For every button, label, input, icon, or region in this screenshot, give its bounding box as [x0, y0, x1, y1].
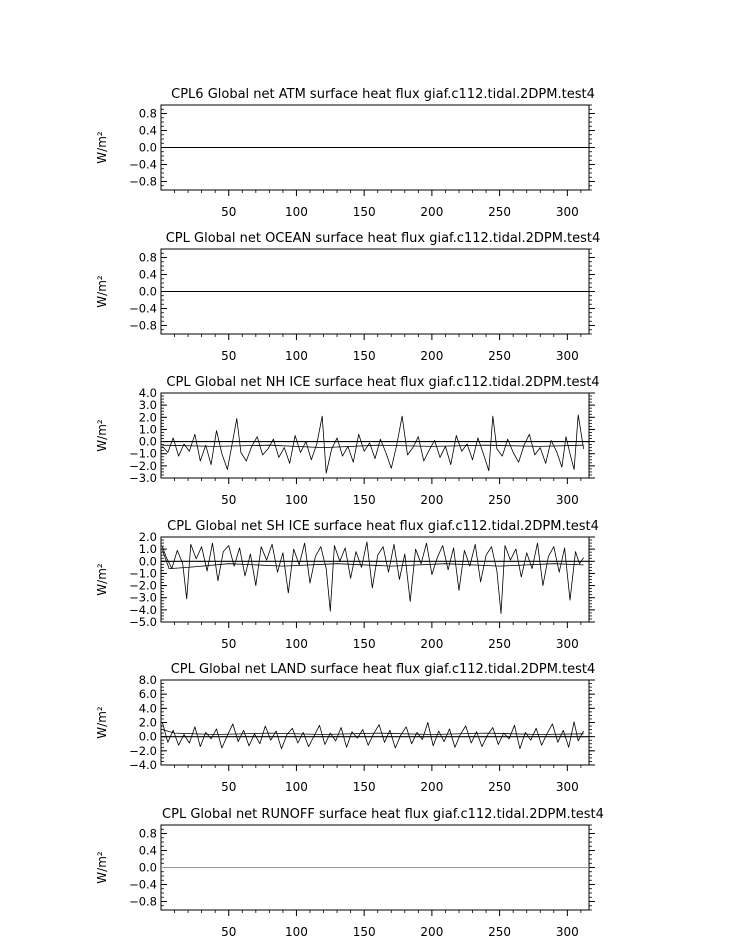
y-tick-label: 0.0	[138, 434, 157, 449]
panel-4	[95, 519, 599, 651]
y-tick-label: −0.4	[129, 157, 157, 172]
x-tick-label: 50	[221, 205, 237, 219]
y-tick-label: 0.8	[138, 826, 157, 841]
x-tick-label: 50	[221, 780, 237, 794]
panel-title: CPL Global net NH ICE surface heat flux giaf.c112.tidal.2DPM.test4	[166, 375, 600, 390]
x-tick-label: 300	[555, 349, 579, 363]
y-tick-label: −2.0	[129, 578, 157, 593]
y-tick-label: −4.0	[129, 602, 157, 617]
x-tick-label: 50	[221, 925, 237, 939]
y-tick-label: −2.0	[129, 743, 157, 758]
y-tick-label: 6.0	[138, 687, 157, 702]
x-tick-label: 100	[284, 637, 308, 651]
panel-title: CPL6 Global net ATM surface heat flux giaf.c112.tidal.2DPM.test4	[171, 87, 595, 102]
y-tick-label: 0.0	[138, 284, 157, 299]
y-axis-label: W/m²	[95, 851, 109, 884]
y-tick-label: 0.4	[138, 123, 157, 138]
y-axis-label: W/m²	[95, 131, 109, 164]
x-tick-label: 200	[420, 637, 444, 651]
y-tick-label: −5.0	[129, 615, 157, 629]
y-tick-label: 4.0	[138, 701, 157, 716]
y-tick-label: 0.4	[138, 843, 157, 858]
panel-3	[95, 375, 600, 507]
panel-title: CPL Global net RUNOFF surface heat flux giaf.c112.tidal.2DPM.test4	[162, 807, 604, 822]
x-tick-label: 100	[284, 349, 308, 363]
x-tick-label: 100	[284, 493, 308, 507]
y-tick-label: 1.0	[138, 422, 157, 437]
y-tick-label: −1.0	[129, 566, 157, 581]
x-tick-label: 250	[488, 493, 512, 507]
x-tick-label: 200	[420, 349, 444, 363]
series-line-1	[162, 542, 583, 614]
panel-title: CPL Global net SH ICE surface heat flux giaf.c112.tidal.2DPM.test4	[167, 519, 599, 534]
x-tick-label: 250	[488, 349, 512, 363]
y-tick-label: −3.0	[129, 590, 157, 605]
x-tick-label: 200	[420, 205, 444, 219]
panel-2	[95, 231, 600, 363]
y-tick-label: 0.0	[138, 554, 157, 569]
y-tick-label: 0.0	[138, 140, 157, 155]
y-tick-label: 0.0	[138, 729, 157, 744]
y-tick-label: 0.4	[138, 267, 157, 282]
y-tick-label: 0.0	[138, 860, 157, 875]
x-tick-label: 250	[488, 780, 512, 794]
x-tick-label: 150	[352, 205, 376, 219]
x-tick-label: 300	[555, 780, 579, 794]
series-line-2	[162, 445, 583, 447]
x-tick-label: 250	[488, 205, 512, 219]
series-line-2	[162, 550, 583, 568]
panel-5	[95, 662, 595, 794]
y-tick-label: 1.0	[138, 542, 157, 557]
panel-title: CPL Global net OCEAN surface heat flux giaf.c112.tidal.2DPM.test4	[165, 231, 601, 246]
y-axis-label: W/m²	[95, 706, 109, 739]
x-tick-label: 300	[555, 925, 579, 939]
panel-6	[95, 807, 604, 939]
y-tick-label: −0.8	[129, 894, 157, 909]
y-tick-label: 2.0	[138, 410, 157, 425]
y-tick-label: 4.0	[138, 386, 157, 400]
y-tick-label: 2.0	[138, 530, 157, 544]
y-tick-label: −0.4	[129, 877, 157, 892]
x-tick-label: 150	[352, 780, 376, 794]
x-tick-label: 200	[420, 780, 444, 794]
y-tick-label: −1.0	[129, 446, 157, 461]
x-tick-label: 250	[488, 637, 512, 651]
series-line-1	[162, 722, 583, 749]
x-tick-label: 150	[352, 349, 376, 363]
panel-title: CPL Global net LAND surface heat flux giaf.c112.tidal.2DPM.test4	[170, 662, 596, 677]
y-axis-label: W/m²	[95, 563, 109, 596]
x-tick-label: 300	[555, 493, 579, 507]
x-tick-label: 150	[352, 493, 376, 507]
plot-frame	[161, 680, 589, 765]
x-tick-label: 200	[420, 493, 444, 507]
panel-1	[95, 87, 595, 219]
y-tick-label: 3.0	[138, 398, 157, 413]
y-tick-label: −0.4	[129, 301, 157, 316]
y-tick-label: 0.8	[138, 106, 157, 121]
y-tick-label: −0.8	[129, 174, 157, 189]
y-tick-label: −0.8	[129, 318, 157, 333]
y-tick-label: −4.0	[129, 758, 157, 772]
x-tick-label: 200	[420, 925, 444, 939]
x-tick-label: 50	[221, 493, 237, 507]
x-tick-label: 150	[352, 925, 376, 939]
x-tick-label: 100	[284, 925, 308, 939]
x-tick-label: 50	[221, 349, 237, 363]
y-tick-label: −2.0	[129, 458, 157, 473]
y-tick-label: 2.0	[138, 715, 157, 730]
y-axis-label: W/m²	[95, 275, 109, 308]
y-tick-label: 0.8	[138, 250, 157, 265]
y-tick-label: −3.0	[129, 471, 157, 485]
series-line-2	[162, 730, 583, 735]
plot-frame	[161, 393, 589, 478]
series-line-1	[162, 415, 583, 473]
x-tick-label: 300	[555, 637, 579, 651]
y-axis-label: W/m²	[95, 419, 109, 452]
x-tick-label: 100	[284, 780, 308, 794]
y-tick-label: 8.0	[138, 673, 157, 687]
x-tick-label: 50	[221, 637, 237, 651]
x-tick-label: 250	[488, 925, 512, 939]
x-tick-label: 100	[284, 205, 308, 219]
x-tick-label: 150	[352, 637, 376, 651]
x-tick-label: 300	[555, 205, 579, 219]
